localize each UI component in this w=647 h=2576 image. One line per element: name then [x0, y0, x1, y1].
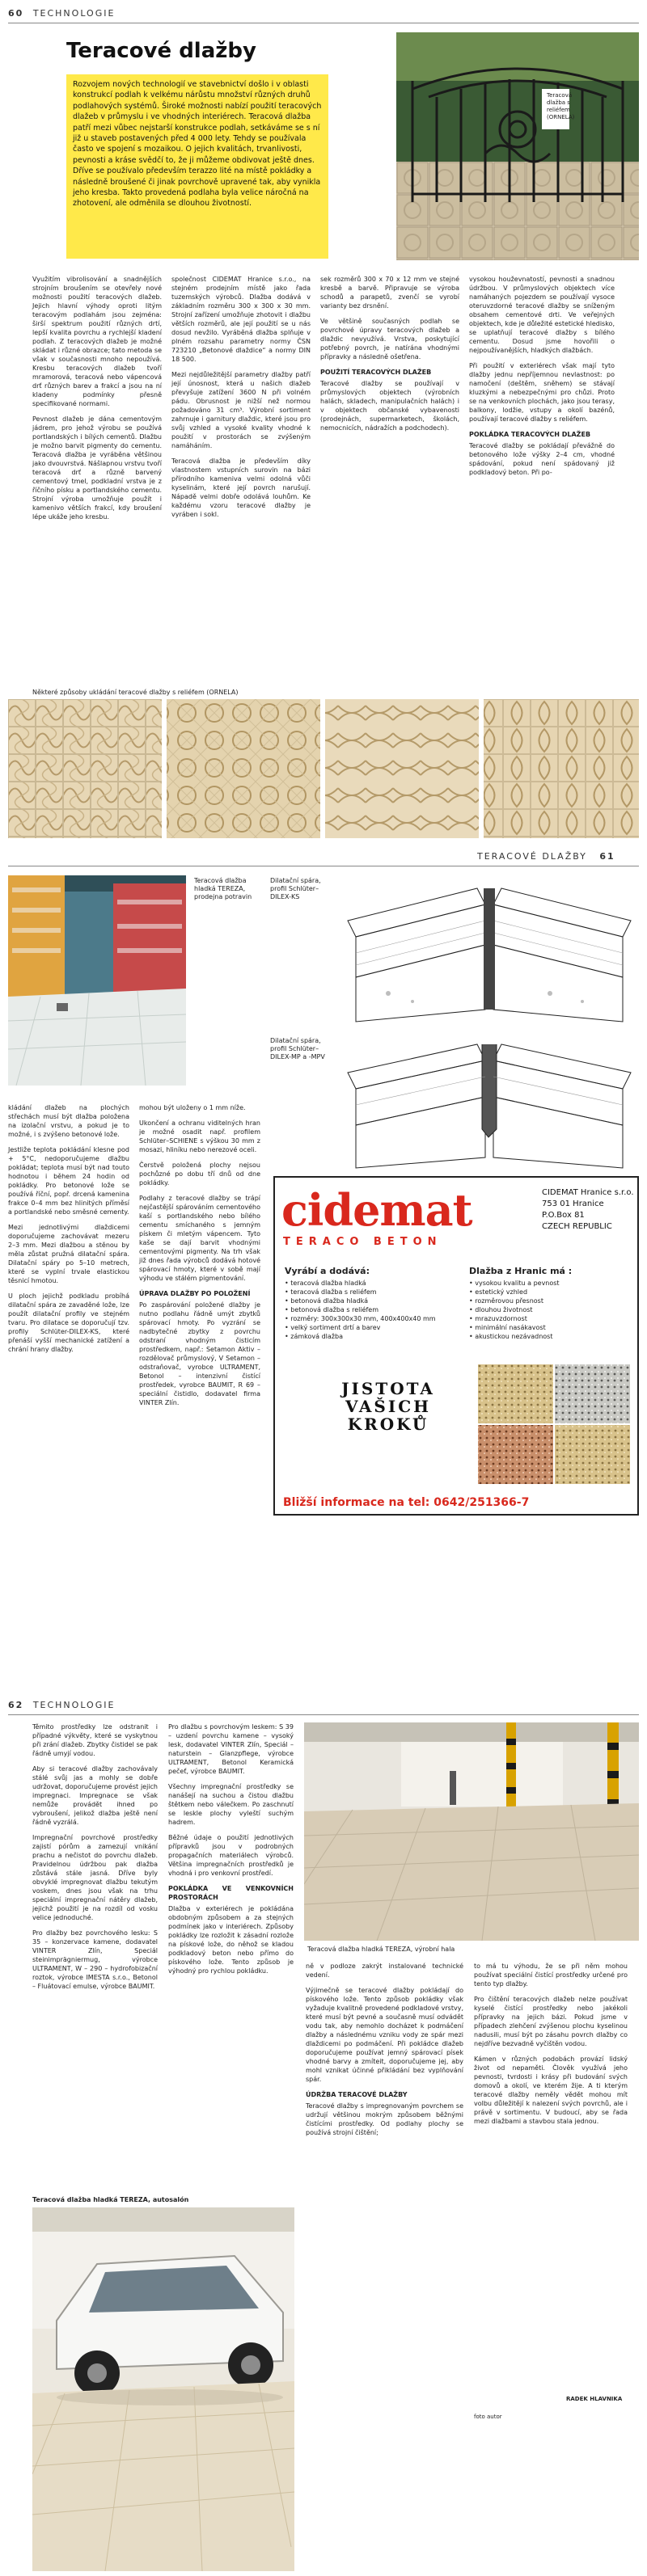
quality-item: • dlouhou životnost [469, 1306, 533, 1313]
diagram-caption-2: Dilatační spára, profil Schlüter–DILEX-MP a -MPV [270, 1037, 325, 1060]
paragraph: Mezi jednotlivými dlaždicemi doporučujeme zachovávat mezeru 2–3 mm. Mezi dlažbou a stěnou by měla zůstat pružná dilatační spára. Dilatační spáry po 5–10 metrech, které se vyplní trvale elastickou těsnicí hmotou. [8, 1224, 129, 1284]
diagram-ks-art [340, 872, 639, 1026]
cidemat-logo: cidemat [281, 1184, 472, 1236]
dilatation-diagram-ks [340, 872, 639, 1026]
product-item: • teracová dlažba hladká [285, 1280, 366, 1287]
address-line: 753 01 Hranice [542, 1199, 604, 1208]
product-item: • velký sortiment drtí a barev [285, 1324, 381, 1331]
hall-photo-art [304, 1722, 639, 1941]
tile-patterns-art [8, 699, 639, 838]
paragraph: mohou být uloženy o 1 mm níže. [139, 1104, 246, 1111]
body-column-1 [32, 1722, 158, 1997]
section-label: TECHNOLOGIE [32, 8, 116, 19]
ad-slogan [307, 1380, 469, 1433]
qualities-list [469, 1267, 631, 1341]
section-label: TERACOVÉ DLAŽBY [477, 851, 587, 862]
quality-item: • rozměrovou přesnost [469, 1297, 543, 1305]
paragraph: Běžné údaje o použití jednotlivých přípravků jsou v podrobných propagačních materiálech výrobců. Většina impregnačních prostředků je vhodná i pro venkovní prostředí. [168, 1834, 294, 1877]
paragraph: Teracové dlažby s impregnovaným povrchem se udržují většinou mokrým způsobem běžnými čistícími prostředky. Od podlahy plochy se používá strojní čištění; [306, 2102, 463, 2136]
photo-caption: Teracová dlažba s reliéfem (ORNELA) [547, 92, 575, 120]
store-photo [8, 875, 186, 1086]
address-line: P.O.Box 81 [542, 1211, 585, 1220]
paragraph: ně v podloze zakrýt instalované technické vedení. [306, 1963, 463, 1979]
section-label: TECHNOLOGIE [32, 1700, 116, 1710]
cidemat-advert [273, 1176, 639, 1516]
page-62 [0, 1693, 647, 2576]
paragraph: Jestliže teplota pokládání klesne pod + 5°C, nedoporučujeme dlažbu pokládat; teplota musí být nad touto hodnotou i během 24 hodin od pokládky. Pro betonové lože se používá říční, popř. drcená kamenina frakce 0–4 mm bez hlinitých příměsí a portlandské nebo směsné cementy. [8, 1146, 129, 1216]
logo-subtitle: TERACO BETON [283, 1236, 442, 1248]
paragraph: Ukončení a ochranu viditelných hran je možné osadit např. profilem Schlüter–SCHIENE s výškou 30 mm z mosazi, hliníku nebo nerezové oceli. [139, 1119, 260, 1153]
paragraph: Těmito prostředky lze odstranit i případné výkvěty, které se vyskytnou při zrání dlažeb. Zbytky čistidel se pak řádně umyjí vodou. [32, 1723, 158, 1757]
paragraph: kládání dlažeb na plochých střechách musí být dlažba položena na izolační vrstvu, a pokud je to možné, i s zvýšeno betonové lože. [8, 1104, 129, 1138]
subheading: ÚPRAVA DLAŽBY PO POLOŽENÍ [139, 1290, 251, 1297]
slogan-line: KROKŮ [347, 1414, 429, 1434]
product-item: • teracová dlažba s reliéfem [285, 1288, 377, 1296]
address-line: CZECH REPUBLIC [542, 1222, 612, 1231]
subheading: POKLÁDKA VE VENKOVNÍCH PROSTORÁCH [168, 1885, 294, 1901]
paragraph: Aby si teracové dlažby zachovávaly stálé svůj jas a mohly se dobře udržovat, doporučujeme provést jejich impregnaci. Impregnace se však nemůže provádět ihned po vybroušení, jelikož dlažba ještě není řádně vyzrálá. [32, 1765, 158, 1826]
quality-item: • mrazuvzdornost [469, 1315, 527, 1322]
body-column-2 [171, 275, 311, 525]
quality-item: • akustickou nezávadnost [469, 1333, 553, 1340]
paragraph: Dlažba v exteriérech je pokládána obdobným způsobem a za stejných podmínek jako v interiérech. Způsoby pokládky lze rozložit k zásadní rozlože na pískové lože, do něhož se kladou podkladový beton nebo přímo do pískového lože. Tento způsob je výhodný pro rychlou pokládku. [168, 1905, 294, 1975]
page-number: 60 [8, 8, 24, 19]
paragraph: Po zaspárování položené dlažby je nutno podlahu řádně umýt zbytků spárovací hmoty. Po vyzrání se nadbytečné zbytky z povrchu odstraní vhodným čisticím prostředkem, např.: Setamon Aktiv – rozdělovač průmyslový, V Setamon – odstraňovač, vyrobce ULTRAMENT, Betonol – intenzivní čistící prostředek, vyrobce BAUMIT, R 69 – speciální čistidlo, dodavatel firma VINTER Zlín. [139, 1301, 260, 1406]
page-header [477, 851, 620, 866]
paragraph: Pro čištění teracových dlažeb nelze používat kyselé čistící prostředky nebo jakékoli přípravky na jejich bázi. Pokud jsme v případech zlehčení zvýšenou plochu kyselinou nadusili, musí být po zásahu povrch dlažby co nejdříve bezvadně vyčištěn vodou. [474, 1996, 628, 2047]
paragraph: Kámen v různých podobách provází lidský život od nepaměti. Člověk využívá jeho pevnosti, tvrdosti i krásy při budování svých domovů a okolí, ve kterém žije. A ti kterým teracové dlažby neměly vědět mohou mít volbu důležitějí k nalezení svých povrchů, ale i právě v sortimentu. V budoucí, aby se řada mezi dlažbami a stavbou stala jednou. [474, 2055, 628, 2125]
products-heading: Vyrábí a dodává: [285, 1266, 370, 1276]
body-column-1 [32, 275, 162, 528]
page-number: 61 [599, 851, 615, 862]
showroom-photo [32, 2207, 294, 2571]
fence-photo-art [396, 32, 639, 260]
author: RADEK HLAVNIKA [566, 2396, 623, 2402]
quality-item: • vysokou kvalitu a pevnost [469, 1280, 560, 1287]
paragraph: Teracová dlažba je především díky vlastnostem vstupních surovin na bázi přírodního kameniva velmi odolná vůči kyselinám, které její povrch narušují. Nápadě velmi dobře odolává louhům. Ke každému vzoru teracové dlažby je vyráben i sokl. [171, 457, 311, 518]
subheading: POUŽITÍ TERACOVÝCH DLAŽEB [320, 369, 432, 376]
paragraph: Mezi nejdůležitější parametry dlažby patří její únosnost, která u našich dlažeb převyšuje zatížení 3600 N při volném pádu. Obrusnost je nižší než normou požadováno 31 cm³. Výrobní sortiment zahrnuje i garnitury dlaždic, které jsou pro svůj vzhled a vysoké kvality vhodné k použití v prostorách se zvýšeným namáháním. [171, 371, 311, 449]
subheading: ÚDRŽBA TERACOVÉ DLAŽBY [306, 2091, 408, 2098]
body-column-2 [168, 1722, 294, 1982]
body-column-1 [8, 1103, 129, 1360]
body-column-3 [320, 275, 459, 439]
paragraph: Výjimečně se teracové dlažby pokládají do pískového lože. Tento způsob pokládky však vyžaduje kvalitně provedené podkladové vrstvy, které musí být pevné a současně musí odvádět vodu tak, aby nemohlo docházet k podmáčení dlažby a následnému vzniku vody ze spár mezi dlaždicemi po podmáčení. Při pokládce dlažeb doporučujeme používat jemný spárovací písek vhodné barvy a zmíteit, doporučujeme jej, aby mohl vznikat účinné přikládání bez vyplňování spár. [306, 1987, 463, 2083]
paragraph: Pevnost dlažeb je dána cementovým jádrem, pro jehož výrobu se používá portlandských i bílých cementů. Dlažbu je možno barvit pigmenty do cementu. Teracová dlažba je vyráběna většinou jako dvouvrstvá. Nášlapnou vrstvu tvoří teracová drť a různě barvený cementový tmel, podkladní vrstva je z říčního písku a portlandského cementu. Strojní výroba umožňuje použít i kamenivo větších frakcí, kdy broušení lépe ukáže jeho kresbu. [32, 415, 162, 521]
tile-patterns [8, 699, 639, 838]
store-photo-art [8, 875, 186, 1086]
photo-credit: foto autor [474, 2414, 502, 2420]
paragraph: to má tu výhodu, že se při něm mohou používat speciální čistící prostředky určené pro tento typ dlažby. [474, 1963, 628, 1988]
quality-item: • minimální nasákavost [469, 1324, 546, 1331]
quality-item: • estetický vzhled [469, 1288, 528, 1296]
paragraph: Čerstvě položená plochy nejsou pochůzné po dobu tří dnů od dne pokládky. [139, 1162, 260, 1187]
product-item: • zámková dlažba [285, 1333, 343, 1340]
paragraph: Ve většině současných podlah se povrchové úpravy teracových dlažeb a dlaždic nevyužívá. Vrstva, poskytující potřebný povrch, je natírána vhodnými přípravky a následně ošetřena. [320, 318, 459, 360]
product-item: • rozměry: 300x300x30 mm, 400x400x40 mm [285, 1315, 436, 1322]
dilatation-diagram-mp [340, 1032, 639, 1170]
paragraph: sek rozměrů 300 x 70 x 12 mm ve stejné kresbě a barvě. Připravuje se výroba schodů a parapetů, zvenčí se vyrobí varianty bez drsnění. [320, 276, 459, 310]
photo-caption: Teracová dlažba hladká TEREZA, prodejna potravin [194, 877, 252, 900]
lead-paragraph: Rozvojem nových technologií ve stavebnictví došlo i v oblasti konstrukcí podlah k velkému nárůstu množství různých druhů podlahových systémů. Široké možnosti nabízí použití teracových dlažeb v průmyslu i ve vhodných interiérech. Teracová dlažba patří mezi vůbec nejstarší konstrukce podlah, setkáváme se s ní již u staveb postavených před 4 000 lety. Tehdy se používala často ve spojení s mozaikou. O jejich kvalitách, trvanlivosti, pevnosti a kráse svědčí to, že ji můžeme obdivovat ještě dnes. Dříve se používalo především terazzo lité na místě pokládky a následně broušené či jinak povrchově upravené tak, aby vynikla jeho kresba. Takto provedená podlaha byla velice náročná na zhotovení, ale odměnila se dlouhou životností. [66, 74, 328, 259]
diagram-caption-1: Dilatační spára, profil Schlüter–DILEX-KS [270, 877, 321, 900]
paragraph: Teracové dlažby se pokládají převážně do betonového lože výšky 2–4 cm, vhodné spádování, pokud není spádovaný již podkladový beton. Při po- [469, 442, 615, 476]
page-61 [0, 845, 647, 1693]
paragraph: U ploch jejichž podkladu probíhá dilatační spára ze zavaděné lože, lze použít dilatační profily ve stejném tvaru. Pro dilatace se doporučují tzv. profily Schlüter-DILEX-KS, které přenáší vyšší mechanické zatížení a chrání hrany dlažby. [8, 1292, 129, 1353]
product-item: • betonová dlažba hladká [285, 1297, 369, 1305]
photo-caption: Teracová dlažba hladká TEREZA, autosalón [32, 2196, 189, 2203]
fence-photo [396, 32, 639, 260]
products-list [285, 1267, 446, 1341]
paragraph: společnost CIDEMAT Hranice s.r.o., na stejném prodejním místě jako řada tuzemských výrobců. Dlažba dodává v základním rozměru 300 x 300 x 30 mm. Strojní zařízení umožňuje zhotovit i dlažbu větších rozměrů, ale její použití se u nás dosud nevžilo. Vyráběná dlažba splňuje v plném rozsahu parametry normy ČSN 723210 „Betonové dlaždice“ a normy DIN 18 500. [171, 276, 311, 363]
body-column-3 [306, 1962, 463, 2144]
ad-phone: Bližší informace na tel: 0642/251366-7 [283, 1496, 530, 1509]
product-item: • betonová dlažba s reliéfem [285, 1306, 379, 1313]
paragraph: Podlahy z teracové dlažby se trápí nejčastější spárováním cementového kaší s portlandského nebo bílého cementu smíchaného s jemným pískem či mletým vápencem. Tyto kaše se dají barvit vhodnými cementovými pigmenty. Na trh však již dnes řada výrobců dodává hotové spárovací hmoty, které v sobě mají výhodu ve stálém pigmentování. [139, 1195, 260, 1282]
paragraph: Impregnační povrchové prostředky zajistí pórům a zamezují vnikání prachu a nečistot do povrchu dlažeb. Pravidelnou údržbou pak dlažba zůstává stále jasná. Dříve byly obvyklé impregnovat dlažbu tekutým voskem, dnes jsou však na trhu speciální impregnační nátěry dlažeb, jejichž použití je na rozdíl od vosku velice jednoduché. [32, 1834, 158, 1921]
paragraph: Pro dlažby bez povrchového lesku: S 35 – konzervace kamene, dodavatel VINTER Zlín, Speciál steinimprägniermug, výrobce ULTRAMENT, W – 290 – hydrofobizační roztok, výrobce IMESTA s.r.o., Betonol – Fluátovací emulse, výrobce BAUMIT. [32, 1929, 158, 1990]
paragraph: vysokou houževnatostí, pevnosti a snadnou údržbou. V průmyslových objektech více namáhaných pojezdem se používají vysoce oteruvzdorné teracové dlažby se sníženým obsahem cementové drti. Ve veřejných objektech, kde je důležité estetické hledisko, se uplatňují teracové dlažby s bílého cementu. Dosud jsme hovořili o nejpoužívanějších, hladkých dlažbách. [469, 276, 615, 354]
header-rule [8, 1714, 639, 1715]
paragraph: Při použití v exteriérech však mají tyto dlažby jednu nepříjemnou nevlastnost: po namočení (deštěm, sněhem) se stávají kluzkými a nebezpečnými pro chůzi. Proto se na venkovních plochách, jako jsou terasy, balkony, lodžie, vstupy a okolí bazénů, používají teracové dlažby s reliéfem. [469, 362, 615, 423]
body-column-2 [139, 1103, 260, 1414]
pattern-caption: Některé způsoby ukládání teracové dlažby s reliéfem (ORNELA) [32, 689, 239, 696]
page-header [8, 1700, 115, 1714]
page-header [8, 8, 115, 23]
showroom-photo-art [32, 2207, 294, 2571]
qualities-heading: Dlažba z Hranic má : [469, 1266, 573, 1276]
article-title: Teracové dlažby [66, 39, 256, 63]
page-number: 62 [8, 1700, 24, 1710]
page-60 [0, 0, 647, 845]
paragraph: Pro dlažbu s povrchovým leskem: S 39 – uzdení povrchu kamene – vysoký lesk, dodavatel VINTER Zlín, Speciál – naturstein – Glanzpflege, výrobce ULTRAMENT, Betonol Keramická pečeť, výrobce BAUMIT. [168, 1723, 294, 1775]
subheading: POKLÁDKA TERACOVÝCH DLAŽEB [469, 431, 591, 438]
hall-photo [304, 1722, 639, 1941]
diagram-mp-art [340, 1032, 639, 1170]
slogan-line: JISTOTA [341, 1379, 435, 1398]
company-address [542, 1187, 634, 1233]
body-column-4 [469, 275, 615, 483]
paragraph: Všechny impregnační prostředky se nanášejí na suchou a čistou dlažbu štětkem nebo válečkem. Po zaschnutí se leskle plochy vyleští suchým hadrem. [168, 1783, 294, 1826]
address-line: CIDEMAT Hranice s.r.o. [542, 1188, 634, 1197]
paragraph: Využitím vibrolisování a snadnějších strojním broušením se otevřely nové možnosti použití teracových dlažeb. Jejich hlavní výhody oproti litým teracovým podlahám jsou zejména: širší spektrum použití různých drtí, lepší kvalita povrchu a rychlejší kladení podlah. Z teracových dlažeb je možné skládat i různé obrazce; tato metoda se však v současnosti mnoho nepoužívá. Kresbu teracových dlažeb tvoří mramorová, teracová nebo vápencová drť různých barev a frakcí a jsou na ní kladeny podmínky přesně specifikované normami. [32, 276, 162, 407]
paragraph: Teracové dlažby se používají v průmyslových objektech (výrobních halách, skladech, manipulačních halách) i v objektech občanské vybavenosti (prodejnách, supermarketech, školách, nemocnicích, nádražích a podchodech). [320, 380, 459, 432]
slogan-line: VAŠICH [345, 1397, 432, 1416]
body-column-4 [474, 1962, 628, 2132]
ad-tile-samples [477, 1364, 631, 1485]
photo-caption: Teracová dlažba hladká TEREZA, výrobní hala [307, 1946, 455, 1953]
ad-tile-samples-art [477, 1364, 631, 1485]
